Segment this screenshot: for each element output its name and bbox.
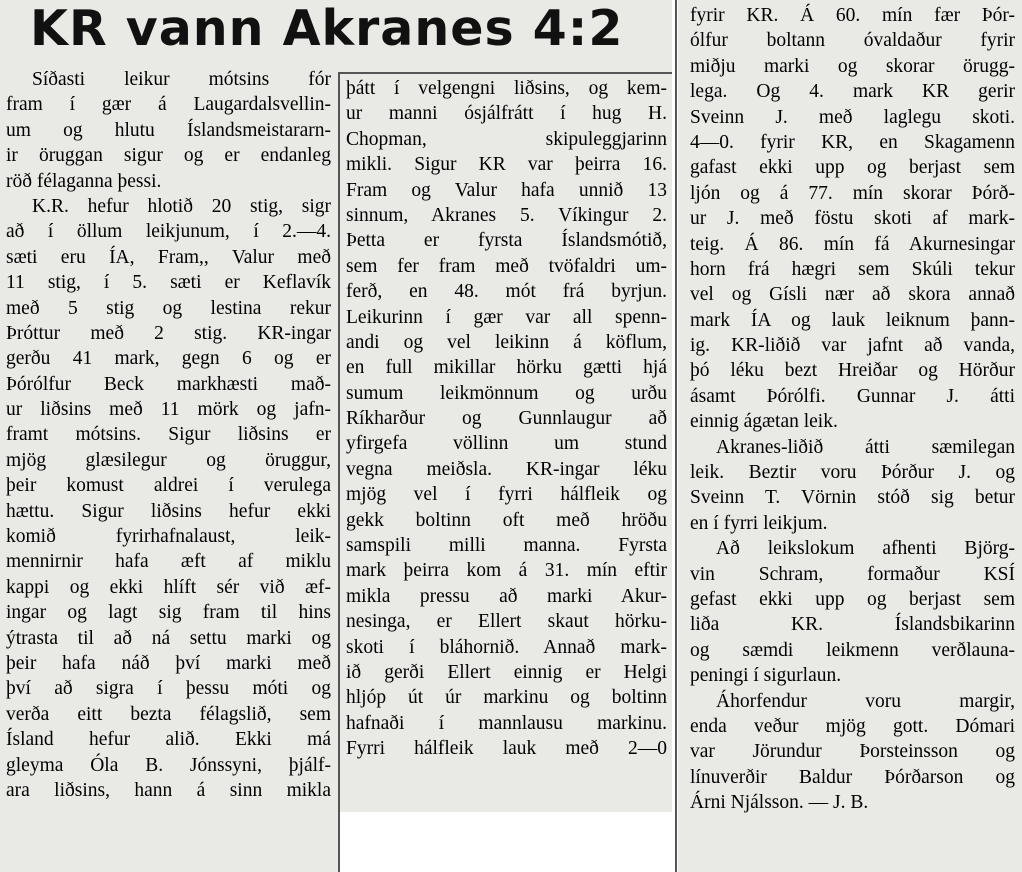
text-line: lega. Og 4. mark KR gerir [690,81,1015,103]
text-line: peningi í sigurlaun. [690,665,842,687]
text-line: Síðasti leikur mótsins fór [32,69,331,90]
text-line: vel og Gísli nær að skora annað [690,284,1015,306]
text-line: gafast ekki upp og berjast sem [690,157,1015,179]
text-line: miðju marki og skorar örugg- [690,55,1015,77]
text-line: vegna meiðsla. KR-ingar léku [346,458,667,480]
text-line: fyrir KR. Á 60. mín fær Þór- [690,5,1015,26]
column-divider-2 [675,0,677,872]
text-line: Þróttur með 2 stig. KR-ingar [6,322,331,344]
text-line: ólfur boltann óvaldaður fyrir [690,30,1015,52]
column-divider-1 [338,72,340,872]
text-line: Chopman, skipuleggjarinn [346,128,667,150]
text-line: teig. Á 86. mín fá Akurnesingar [690,233,1015,255]
text-line: mark ÍA og lauk leiknum þann- [690,309,1015,331]
text-line: hættu. Sigur liðsins hefur ekki [6,500,331,522]
text-line: mjög vel í fyrri hálfleik og [346,484,667,506]
text-line: en full mikillar hörku gætti hjá [346,357,667,379]
text-line: línuverðir Baldur Þórðarson og [690,766,1015,788]
text-line: gleyma Óla B. Jónssyni, þjálf- [6,754,331,776]
text-line: enda veður mjög gott. Dómari [690,715,1015,737]
text-line: Leikurinn í gær var all spenn- [346,306,667,328]
text-line: sem fer fram með tvöfaldri um- [346,255,667,277]
text-line: Ríkharður og Gunnlaugur að [346,408,667,430]
text-line: yfirgefa völlinn um stund [346,433,667,455]
text-line: sæti eru ÍA, Fram,, Valur með [6,246,331,268]
text-line: mennirnir hafa æft af miklu [6,551,331,573]
text-line: fram í gær á Laugardalsvellin- [6,94,331,116]
text-line: mjög glæsilegur og öruggur, [6,449,331,471]
text-line: verða eitt bezta félagslið, sem [6,703,331,725]
text-line: mark þeirra kom á 31. mín eftir [346,560,667,582]
text-line: sinnum, Akranes 5. Víkingur 2. [346,204,667,226]
text-line: og sæmdi leikmenn verðlauna- [690,639,1015,661]
text-line: röð félaganna þessi. [6,170,162,192]
text-line: sumum leikmönnum og urðu [346,382,667,404]
text-line: mikli. Sigur KR var þeirra 16. [346,154,667,176]
text-line: var Jörundur Þorsteinsson og [690,741,1015,763]
text-line: 4—0. fyrir KR, en Skagamenn [690,131,1015,153]
text-line: hljóp út úr markinu og boltinn [346,687,667,709]
text-line: þó léku bezt Hreiðar og Hörður [690,360,1015,382]
text-line: ur J. með föstu skoti af mark- [690,208,1015,230]
text-line: gekk boltinn oft með hröðu [346,509,667,531]
text-line: andi og vel leikinn á köflum, [346,331,667,353]
text-line: þátt í velgengni liðsins, og kem- [346,78,667,99]
text-line: vin Schram, formaður KSÍ [690,563,1015,585]
text-line: mikla pressu að marki Akur- [346,585,667,607]
text-line: einnig ágætan leik. [690,411,838,433]
text-line: liða KR. Íslandsbikarinn [690,614,1015,636]
text-line: ingar og lagt sig fram til hins [6,602,331,624]
text-line: ir öruggan sigur og er endanleg [6,145,331,167]
text-line: komið fyrirhafnalaust, leik- [6,526,331,548]
text-line: ferð, en 48. mót frá byrjun. [346,281,667,303]
text-line: gefast ekki upp og berjast sem [690,588,1015,610]
text-line: Þórólfur Beck markhæsti mað- [6,373,331,395]
text-line: Ísland hefur alið. Ekki má [6,729,331,751]
text-line: horn frá hægri sem Skúli tekur [690,258,1015,280]
text-line: að í öllum leikjunum, í 2.—4. [6,221,331,243]
text-line: um og hlutu Íslandsmeistararn- [6,119,331,141]
text-line: með 5 stig og lestina rekur [6,297,331,319]
text-line: ur manni ósjálfrátt í hug H. [346,103,667,125]
text-line: K.R. hefur hlotið 20 stig, sigr [32,195,331,217]
text-line: kappi og ekki hlíft sér við æf- [6,576,331,598]
text-line: gerðu 41 mark, gegn 6 og er [6,348,331,370]
headline-underline [339,72,672,74]
blank-area [339,812,672,872]
text-line: skoti í bláhornið. Annað mark- [346,636,667,658]
text-line: samspili milli manna. Fyrsta [346,535,667,557]
text-line: Áhorfendur voru margir, [716,690,1015,712]
text-line: ur liðsins með 11 mörk og jafn- [6,399,331,421]
headline: KR vann Akranes 4:2 [30,0,624,57]
text-line: en í fyrri leikjum. [690,512,828,534]
text-line: Fyrri hálfleik lauk með 2—0 [346,738,667,760]
text-line: ásamt Þórólfi. Gunnar J. átti [690,385,1015,407]
article-column-2 [346,76,667,762]
text-line: Sveinn T. Vörnin stóð sig betur [690,487,1015,509]
text-line: ara liðsins, hann á sinn mikla [6,779,331,801]
text-line: Árni Njálsson. — J. B. [690,792,869,814]
text-line: þeir komust aldrei í verulega [6,475,331,497]
text-line: 11 stig, í 5. sæti er Keflavík [6,272,331,294]
text-line: hafnaði í mannlausu markinu. [346,712,667,734]
text-line: Þetta er fyrsta Íslandsmótið, [346,230,667,252]
text-line: ljón og á 77. mín skorar Þórð- [690,182,1015,204]
article-column-3 [690,3,1015,816]
text-line: Akranes-liðið átti sæmilegan [716,436,1015,458]
text-line: ið gerði Ellert einnig er Helgi [346,661,667,683]
text-line: Fram og Valur hafa unnið 13 [346,179,667,201]
article-column-1 [6,67,331,803]
text-line: því að sigra í þessu móti og [6,678,331,700]
text-line: nesinga, er Ellert skaut hörku- [346,611,667,633]
text-line: þeir hafa náð því marki með [6,652,331,674]
text-line: leik. Beztir voru Þórður J. og [690,462,1015,484]
text-line: ýtrasta til að ná settu marki og [6,627,331,649]
text-line: framt mótsins. Sigur liðsins er [6,424,331,446]
text-line: ig. KR-liðið var jafnt að vanda, [690,335,1015,357]
text-line: Sveinn J. með laglegu skoti. [690,106,1015,128]
text-line: Að leikslokum afhenti Björg- [716,538,1015,560]
